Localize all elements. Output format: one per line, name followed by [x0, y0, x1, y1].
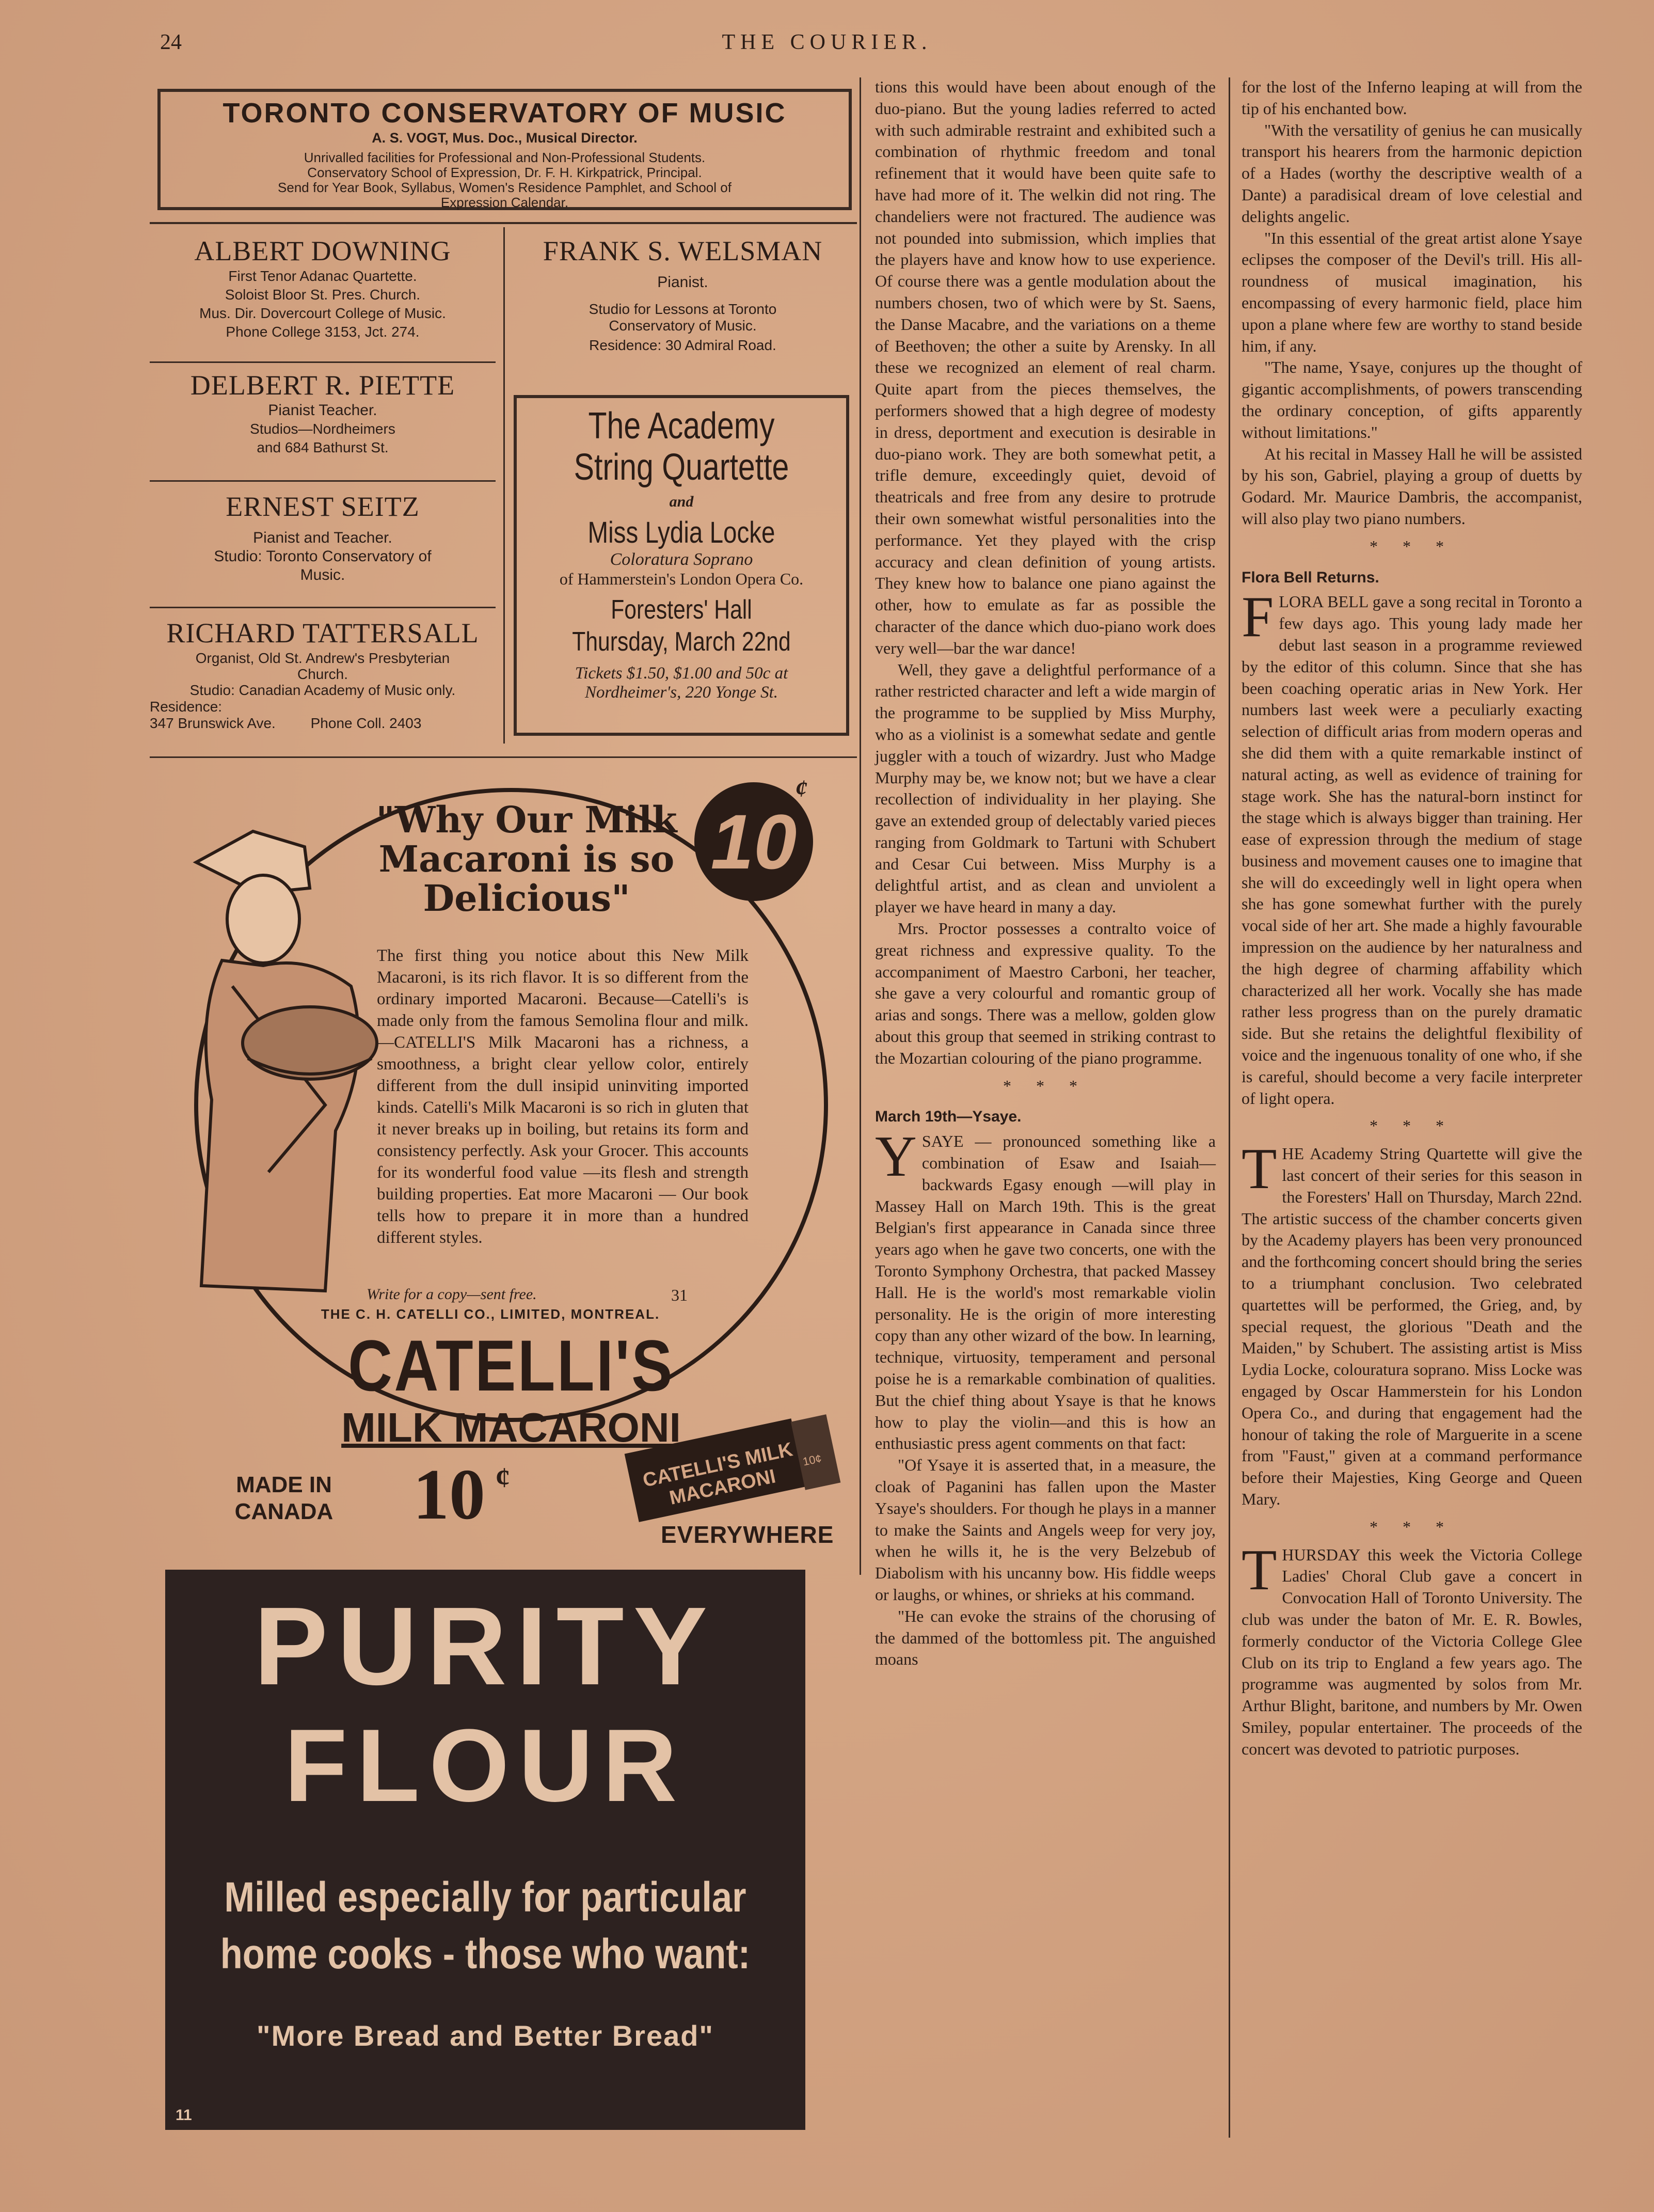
- paragraph-text: LORA BELL gave a song recital in Toronto a few days ago. This young lady made her debut last season in a programme reviewed by the editor of this column. Since that she has been coaching operatic arias in New York. Her numbers last week were a peculiarly exacting selection of difficult arias from modern operas and she did them with a quite remarkable instinct of natural acting, as well as evidence of training for stage work. She has the natural-born instinct for the stage which is always bigger than training. Her ease of expression through the medium of stage business and movement causes one to imagine that she will do exceedingly well in light opera when she has gone somewhat further with the purely vocal side of her art. She made a highly favourable impression on the audience by her naturalness and the high degree of charming affability which characterized all her work. Vocally she has made rather less progress than on the purely dramatic side. But she retains the delightful flexibility of voice and the ingenuous tonality of one who, if she is careful, should become a very facile interpreter of light opera.: [1242, 592, 1582, 1108]
- page-header: [0, 26, 1654, 62]
- drop-cap: Y: [875, 1125, 917, 1189]
- ad-and: and: [669, 493, 694, 510]
- drop-cap: T: [1242, 1538, 1277, 1602]
- divider: [150, 607, 496, 608]
- article-paragraph: [1242, 585, 1582, 1109]
- macaroni-box-label: CATELLI'S MILK MACARONI: [641, 1439, 795, 1509]
- running-title: THE COURIER.: [722, 30, 932, 54]
- section-divider: * * *: [1370, 1116, 1454, 1135]
- ad-title-2: String Quartette: [574, 447, 789, 488]
- card-line: Studio for Lessons at Toronto: [589, 301, 777, 317]
- card-line: Soloist Bloor St. Pres. Church.: [225, 287, 421, 303]
- paragraph-text: HE Academy String Quartette will give the last concert of their series for this season in the Foresters' Hall on Thursday, March 22nd. The artistic success of the chamber concerts given by the Academy players has been very pronounced and the forthcoming concert should bring the series to a triumphant conclusion. Two celebrated quartettes will be performed, the Grieg, and, by special request, the glorious "Death and the Maiden," by Schubert. The assisting artist is Miss Lydia Locke, colouratura soprano. Miss Locke was engaged by Oscar Hammerstein for his London Opera Co., and during that engagement had the honour of taking the role of Marguerite in a scene from "Faust," given at a command performance before their Majesties, King George and Queen Mary.: [1242, 1144, 1582, 1508]
- card-line: Church.: [297, 666, 348, 682]
- conservatory-line-1: Unrivalled facilities for Professional and Non-Professional Students.: [304, 150, 706, 165]
- article-paragraph: [1242, 1137, 1582, 1510]
- conservatory-ad: [157, 89, 852, 210]
- card-albert-downing: [150, 235, 496, 341]
- subheading-ysaye: March 19th—Ysaye.: [875, 1108, 1022, 1126]
- catelli-price-large-cent: ¢: [496, 1462, 510, 1494]
- card-line: Organist, Old St. Andrew's Presbyterian: [195, 650, 450, 666]
- card-name: RICHARD TATTERSALL: [166, 618, 479, 649]
- card-line: and 684 Bathurst St.: [257, 439, 389, 455]
- card-line: Conservatory of Music.: [609, 318, 757, 334]
- article-paragraph: Well, they gave a delightful performance of a rather restricted character and left a wide margin of the programme to be supplied by Miss Murphy, who as a violinist is a somewhat sedate and gentle juggler with a touch of wizardry. Just who Madge Murphy may be, we know not; but we have a clear recollection of individuality in her playing. She gave an extended group of delectably varied pieces ranging from Goldmark to Tartuni with Schubert and Cesar Cui between. Miss Murphy is a delightful artist, and as clean and unviolent a player we have heard in many a day.: [875, 660, 1216, 917]
- phone: Phone Coll. 2403: [310, 715, 422, 731]
- academy-quartette-ad: [514, 395, 849, 736]
- catelli-headline: "Why Our Milk Macaroni is so Delicious": [376, 798, 677, 920]
- card-name: ERNEST SEITZ: [226, 491, 420, 522]
- catelli-price-cent: ¢: [795, 775, 807, 802]
- article-column-4: [1242, 76, 1582, 1760]
- catelli-body: The first thing you notice about this New Milk Macaroni, is its rich flavor. It is so different from the ordinary imported Macaroni. Because—Catelli's is made only from the famous Semolina flour and milk.—CATELLI'S Milk Macaroni has a richness, a smoothness, a bright clear yellow color, entirely different from the dull insipid uninviting imported kinds. Catelli's Milk Macaroni is so rich in gluten that it never breaks up in boiling, but retains its form and consistency perfectly. Ask your Grocer. This accounts for its wonderful food value —its flesh and strength building properties. Eat more Macaroni — Our book tells how to prepare it in more than a hundred different styles.: [377, 946, 749, 1247]
- conservatory-line-3: Send for Year Book, Syllabus, Women's Residence Pamphlet, and School of: [278, 180, 731, 195]
- purity-flour-ad: [165, 1570, 805, 2130]
- card-line: Studio: Canadian Academy of Music only.: [189, 682, 456, 698]
- section-divider: * * *: [1003, 1076, 1088, 1095]
- divider: [150, 480, 496, 482]
- article-paragraph: "With the versatility of genius he can musically transport his hearers from the harmonic depiction of a Hades (worthy the descriptive wealth of a Dante) a paradisical dream of love celestial and delights angelic.: [1242, 120, 1582, 226]
- ad-tickets-location: Nordheimer's, 220 Yonge St.: [584, 683, 778, 702]
- card-line: Residence: 30 Admiral Road.: [589, 337, 776, 353]
- subheading-flora-bell: Flora Bell Returns.: [1242, 568, 1379, 586]
- ad-date: Thursday, March 22nd: [572, 627, 791, 657]
- card-line: Studios—Nordheimers: [250, 421, 395, 437]
- catelli-write-for-copy: Write for a copy—sent free.: [367, 1286, 537, 1303]
- article-paragraph: for the lost of the Inferno leaping at will from the tip of his enchanted bow.: [1242, 77, 1582, 118]
- article-paragraph: [875, 1125, 1216, 1455]
- card-name: DELBERT R. PIETTE: [190, 370, 455, 401]
- card-ernest-seitz: [150, 491, 496, 584]
- article-paragraph: "He can evoke the strains of the chorusing of the dammed of the bottomless pit. The anguished moans: [875, 1606, 1216, 1669]
- paragraph-text: SAYE — pronounced something like a combination of Esaw and Isaiah—backwards Egasy enough —will play in Massey Hall on March 19th. This is the great Belgian's first appearance in Canada since three years ago when he gave two concerts, one with the Toronto Symphony Orchestra, that packed Massey Hall. He is the world's most remarkable violin personality. He is the origin of more interesting copy than any other wizard of the bow. In learning, technique, virtuosity, temperament and personal poise he is a remarkable combination of qualities. But the chief thing about Ysaye is that he knows how to play the violin—and this is how an enthusiastic press agent comments on that fact:: [875, 1132, 1216, 1453]
- card-name: ALBERT DOWNING: [194, 235, 451, 266]
- card-line: First Tenor Adanac Quartette.: [228, 268, 417, 284]
- article-paragraph: At his recital in Massey Hall he will be assisted by his son, Gabriel, playing a group of duetts by Godard. Mr. Maurice Dambris, the accompanist, will also play two piano numbers.: [1242, 444, 1582, 528]
- article-paragraph: tions this would have been about enough of the duo-piano. But the young ladies referred to acted with such admirable restraint and exhibited such a combination of rhythmic freedom and tonal refinement that it would have been quite safe to have had more of it. The welkin did not ring. The chandeliers were not fractured. The audience was not pounded into submission, which implies that the players have and know how to use experience. Of course there was a gentle modulation about the numbers chosen, two of which were by St. Saens, the Danse Macabre, and the variations on a theme of Beethoven; the other a suite by Arensky. In all these we recognized an element of real charm. Quite apart from the pieces themselves, the performers showed that a high degree of modesty in dress, deportment and execution is desirable in duo-piano work. They are both somewhat petit, a trifle demure, exceedingly quiet, devoid of theatricals and free from any desire to protrude their own somewhat wistful personalities into the performance. Yet they played with the crisp accuracy and clean definition of young artists. They knew how to balance one piano against the other, how to emulate as far as possible the character of the dance which duo-piano work does very well—bar the war dance!: [875, 77, 1216, 657]
- address: 347 Brunswick Ave.: [150, 715, 276, 731]
- section-divider: * * *: [1370, 1517, 1454, 1536]
- card-line: Studio: Toronto Conservatory of: [214, 548, 432, 565]
- canada-label: CANADA: [234, 1499, 333, 1524]
- article-paragraph: "Of Ysaye it is asserted that, in a measure, the cloak of Paganini has fallen upon the Master Ysaye's shoulders. For though he plays in a manner to make the Saints and Angels weep for very joy, when he wills it, he is the very Belzebub of Diabolism with his uncanny bow. His fiddle weeps or laughs, or whines, or shrieks at his command.: [875, 1456, 1216, 1604]
- card-line: Pianist.: [657, 274, 708, 291]
- made-in-label: MADE IN: [236, 1472, 332, 1497]
- article-paragraph: "In this essential of the great artist alone Ysaye eclipses the composer of the Devil's trill. His all-roundness of musical imagination, his encompassing of every harmonic field, place him upon a plane where few are worthy to stand beside him, if any.: [1242, 228, 1582, 355]
- column-rule-2: [1229, 77, 1230, 2138]
- card-line: Mus. Dir. Dovercourt College of Music.: [199, 305, 446, 321]
- macaroni-box-price: 10¢: [801, 1451, 823, 1468]
- article-paragraph: [1242, 1538, 1582, 1760]
- column-rule-1: [860, 77, 861, 1575]
- divider: [150, 361, 496, 363]
- card-line: [150, 714, 496, 733]
- ad-voice: Coloratura Soprano: [610, 550, 753, 569]
- catelli-price-badge: 10: [710, 798, 797, 885]
- purity-code: 11: [176, 2107, 192, 2124]
- ad-title-1: The Academy: [588, 405, 775, 447]
- drop-cap: F: [1242, 585, 1274, 650]
- card-line: Residence:: [150, 699, 222, 715]
- article-column-3: [875, 76, 1216, 1670]
- card-richard-tattersall: [150, 617, 496, 733]
- article-paragraph: Mrs. Proctor possesses a contralto voice of great richness and expressive quality. To the accompaniment of Maestro Carboni, her teacher, she gave a very colourful and romantic group of arias and songs. There was a mellow, golden glow about this group that seemed in striking contrast to the Mozartian colouring of the piano programme.: [875, 919, 1216, 1067]
- card-delbert-piette: [150, 369, 496, 457]
- card-line: Phone College 3153, Jct. 274.: [226, 324, 420, 340]
- paragraph-text: HURSDAY this week the Victoria College Ladies' Choral Club gave a concert in Convocation Hall of Toronto University. The club was under the baton of Mr. E. R. Bowles, formerly conductor of the Victoria College Glee Club on its trip to England a few years ago. The programme was augmented by solos from Mr. Arthur Blight, baritone, and numbers by Mr. Owen Smiley, popular entertainer. The proceeds of the concert was devoted to patriotic purposes.: [1242, 1545, 1582, 1758]
- catelli-everywhere: EVERYWHERE: [661, 1521, 834, 1548]
- conservatory-name: TORONTO CONSERVATORY OF MUSIC: [222, 98, 787, 129]
- card-frank-welsman: [511, 235, 854, 355]
- ad-venue: Foresters' Hall: [611, 595, 752, 625]
- conservatory-line-4: Expression Calendar.: [440, 195, 569, 210]
- conservatory-director: A. S. VOGT, Mus. Doc., Musical Director.: [372, 130, 638, 146]
- flour-word: FLOUR: [284, 1708, 687, 1823]
- purity-slogan: "More Bread and Better Bread": [257, 2019, 714, 2052]
- catelli-product: MILK MACARONI: [341, 1404, 681, 1450]
- catelli-company: THE C. H. CATELLI CO., LIMITED, MONTREAL.: [321, 1306, 660, 1322]
- card-line: Music.: [300, 566, 345, 583]
- ad-company: of Hammerstein's London Opera Co.: [559, 570, 804, 588]
- card-name: FRANK S. WELSMAN: [543, 235, 823, 266]
- catelli-brand: CATELLI'S: [348, 1325, 674, 1406]
- conservatory-line-2: Conservatory School of Expression, Dr. F. H. Kirkpatrick, Principal.: [307, 165, 702, 180]
- card-line: Pianist and Teacher.: [253, 529, 392, 546]
- purity-line-2: home cooks - those who want:: [220, 1931, 751, 1978]
- catelli-code: 31: [671, 1286, 688, 1304]
- divider: [150, 756, 857, 758]
- page-number: 24: [160, 30, 182, 54]
- catelli-ad: [155, 769, 854, 1565]
- card-divider: [503, 227, 505, 744]
- divider: [150, 222, 857, 224]
- article-paragraph: "The name, Ysaye, conjures up the thought of gigantic accomplishments, of powers transcending the ordinary conception, of gifts apparently without limitations.": [1242, 358, 1582, 441]
- purity-line-1: Milled especially for particular: [224, 1874, 746, 1921]
- card-line: Pianist Teacher.: [268, 402, 377, 419]
- purity-word: PURITY: [253, 1584, 717, 1708]
- drop-cap: T: [1242, 1137, 1277, 1202]
- section-divider: * * *: [1370, 536, 1454, 556]
- ad-tickets: Tickets $1.50, $1.00 and 50c at: [575, 664, 788, 683]
- ad-performer: Miss Lydia Locke: [587, 516, 775, 549]
- catelli-price-large: 10: [413, 1455, 485, 1535]
